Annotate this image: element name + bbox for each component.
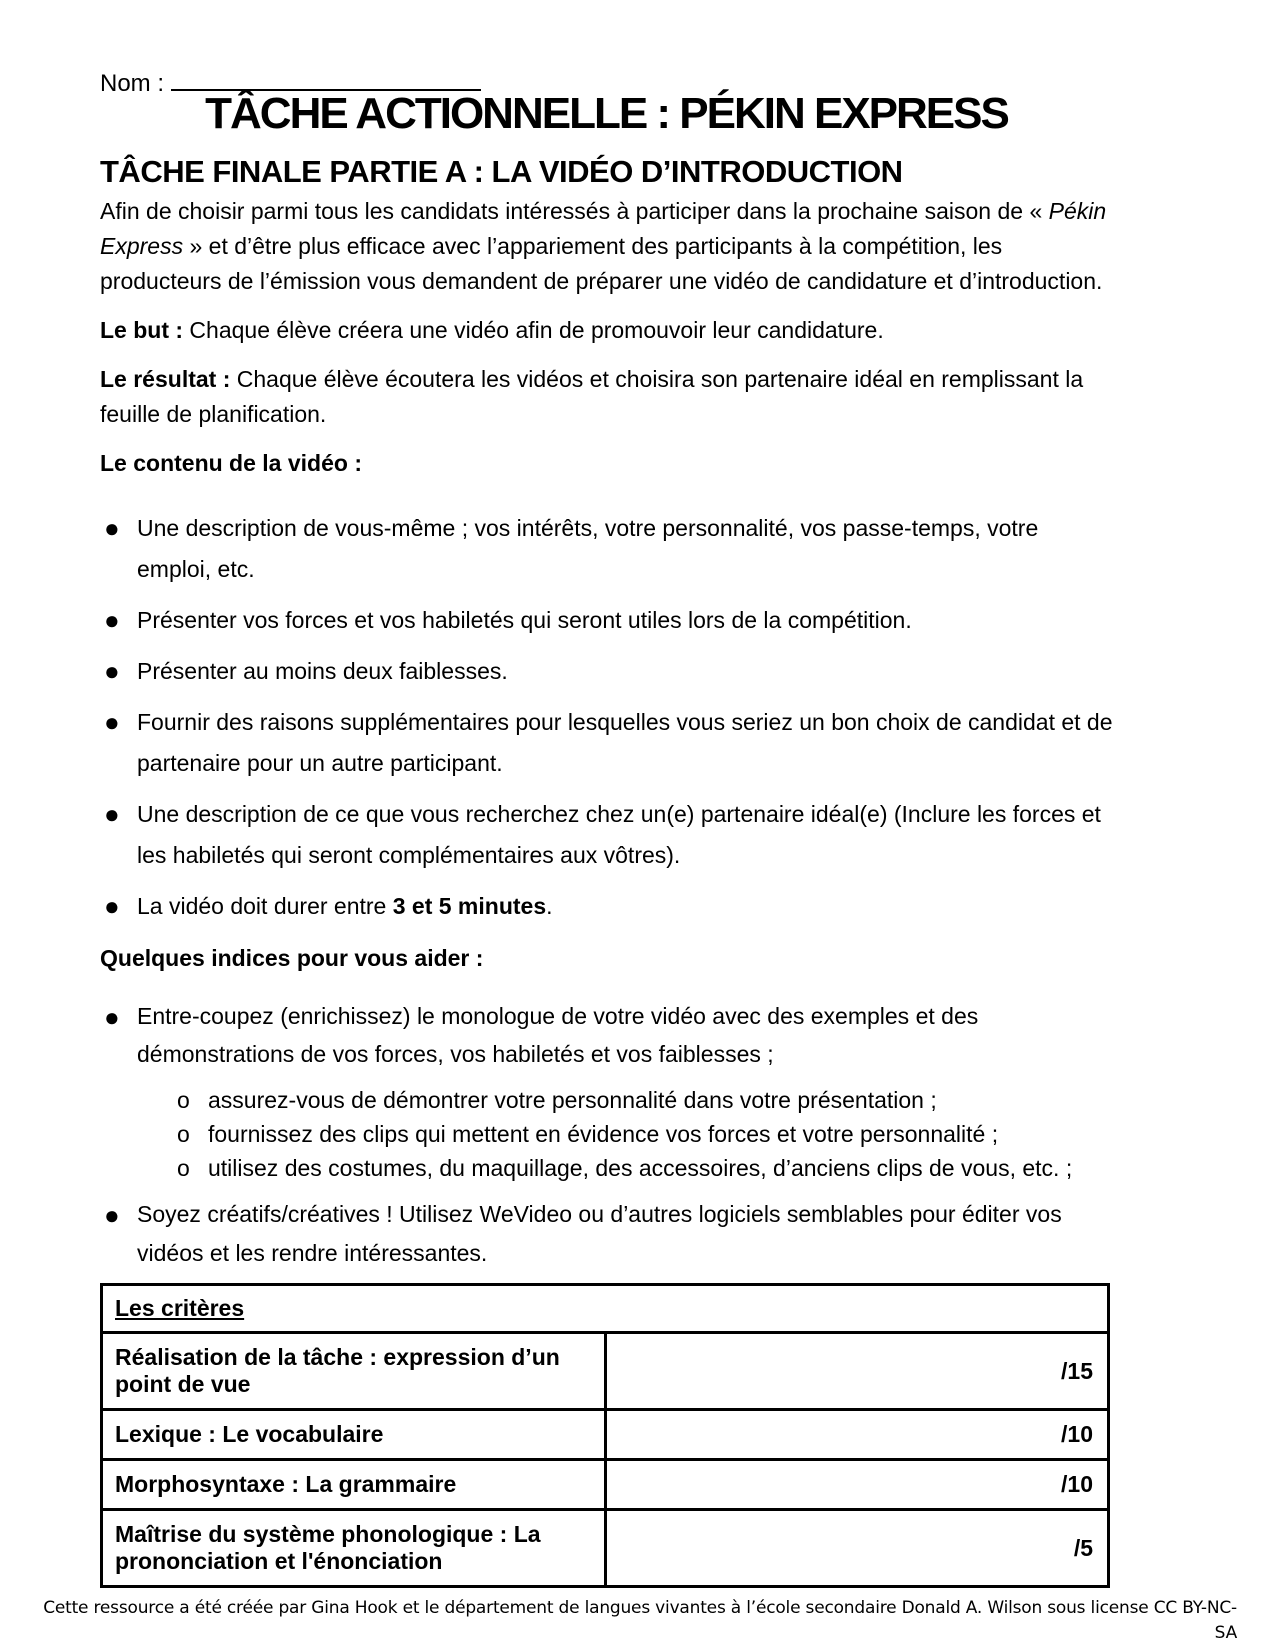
hints-heading: Quelques indices pour vous aider : xyxy=(100,945,484,971)
sub-list-item-text: utilisez des costumes, du maquillage, des accessoires, d’anciens clips de vous, etc. ; xyxy=(208,1155,1073,1181)
criterion-label: Maîtrise du système phonologique : La prononciation et l'énonciation xyxy=(102,1510,606,1587)
duration-before: La vidéo doit durer entre xyxy=(137,893,393,919)
license-footer xyxy=(40,1596,1237,1646)
table-row xyxy=(102,1460,1109,1510)
duration-after: . xyxy=(546,893,553,919)
result-paragraph xyxy=(100,362,1113,432)
bullet-icon: ● xyxy=(104,605,120,635)
sub-list-item-text: assurez-vous de démontrer votre personnalité dans votre présentation ; xyxy=(208,1087,937,1113)
sub-bullet-icon: o xyxy=(177,1121,190,1147)
hints-sub-list xyxy=(175,1083,1113,1185)
sub-list-item xyxy=(175,1151,1113,1185)
table-row xyxy=(102,1410,1109,1460)
criteria-header-row xyxy=(102,1285,1109,1333)
name-blank-line xyxy=(171,69,481,91)
list-item xyxy=(100,702,1113,784)
list-item xyxy=(100,997,1113,1073)
sub-bullet-icon: o xyxy=(177,1155,190,1181)
table-row xyxy=(102,1510,1109,1587)
bullet-icon: ● xyxy=(104,656,120,686)
list-item-text: Présenter vos forces et vos habiletés qui seront utiles lors de la compétition. xyxy=(137,607,912,633)
list-item xyxy=(100,651,1113,692)
intro-paragraph xyxy=(100,194,1113,299)
list-item-text: Une description de vous-même ; vos intérêts, votre personnalité, vos passe-temps, votre emploi, etc. xyxy=(137,515,1039,582)
result-text: Chaque élève écoutera les vidéos et choisira son partenaire idéal en remplissant la feuille de planification. xyxy=(100,366,1084,427)
name-label: Nom : xyxy=(100,70,165,97)
criterion-label: Réalisation de la tâche : expression d’un point de vue xyxy=(102,1333,606,1410)
sub-list-item xyxy=(175,1117,1113,1151)
intro-text-before: Afin de choisir parmi tous les candidats intéressés à participer dans la prochaine saison de « xyxy=(100,198,1049,224)
goal-paragraph xyxy=(100,313,1113,348)
list-item-text xyxy=(137,886,1113,927)
page-title: TÂCHE ACTIONNELLE : PÉKIN EXPRESS xyxy=(205,89,1008,138)
intro-text-after: » et d’être plus efficace avec l’appariement des participants à la compétition, les producteurs de l’émission vous demandent de préparer une vidéo de candidature et d’introduction. xyxy=(100,233,1103,294)
license-footer-line2: SA xyxy=(1214,1623,1237,1643)
criterion-score: /10 xyxy=(605,1460,1109,1510)
list-item xyxy=(100,508,1113,590)
list-item-text: Présenter au moins deux faiblesses. xyxy=(137,658,508,684)
list-item-text: Entre-coupez (enrichissez) le monologue de votre vidéo avec des exemples et des démonstrations de vos forces, vos habiletés et vos faiblesses ; xyxy=(137,1003,979,1067)
sub-list-item-text: fournissez des clips qui mettent en évidence vos forces et votre personnalité ; xyxy=(208,1121,999,1147)
criteria-header-cell xyxy=(102,1285,1109,1333)
criterion-label: Morphosyntaxe : La grammaire xyxy=(102,1460,606,1510)
section-a-heading: TÂCHE FINALE PARTIE A : LA VIDÉO D’INTRODUCTION xyxy=(100,154,903,189)
criterion-score: /15 xyxy=(605,1333,1109,1410)
bullet-icon: ● xyxy=(104,1200,120,1230)
criteria-table xyxy=(100,1283,1110,1588)
list-item xyxy=(100,600,1113,641)
list-item xyxy=(100,1195,1113,1273)
list-item-text: Soyez créatifs/créatives ! Utilisez WeVideo ou d’autres logiciels semblables pour éditer vos vidéos et les rendre intéressantes. xyxy=(137,1201,1062,1266)
table-row xyxy=(102,1333,1109,1410)
criteria-header-text: Les critères xyxy=(115,1295,245,1321)
goal-text: Chaque élève créera une vidéo afin de promouvoir leur candidature. xyxy=(183,317,884,343)
sub-bullet-icon: o xyxy=(177,1087,190,1113)
bullet-icon: ● xyxy=(104,707,120,737)
show-name-italic: Pékin Express xyxy=(100,198,1107,259)
sub-list-item xyxy=(175,1083,1113,1117)
content-bullet-list xyxy=(100,508,1113,927)
criterion-label: Lexique : Le vocabulaire xyxy=(102,1410,606,1460)
duration-bold: 3 et 5 minutes xyxy=(392,893,547,919)
result-label: Le résultat : xyxy=(100,366,231,392)
list-item-text: Une description de ce que vous recherchez chez un(e) partenaire idéal(e) (Inclure les forces et les habiletés qui seront complémentaires aux vôtres). xyxy=(137,801,1101,868)
content-heading: Le contenu de la vidéo : xyxy=(100,450,362,476)
bullet-icon: ● xyxy=(104,799,120,829)
list-item-text: Fournir des raisons supplémentaires pour lesquelles vous seriez un bon choix de candidat et de partenaire pour un autre participant. xyxy=(137,709,1113,776)
goal-label: Le but : xyxy=(100,317,184,343)
criterion-score: /10 xyxy=(605,1410,1109,1460)
bullet-icon: ● xyxy=(104,1002,120,1032)
license-footer-line1: Cette ressource a été créée par Gina Hook et le département de langues vivantes à l’école secondaire Donald A. Wilson sous license CC BY-NC- xyxy=(43,1598,1237,1618)
bullet-icon: ● xyxy=(104,891,120,921)
bullet-icon: ● xyxy=(104,513,120,543)
list-item xyxy=(100,794,1113,876)
hints-bullet-list xyxy=(100,997,1113,1273)
list-item-duration xyxy=(100,886,1113,927)
criterion-score: /5 xyxy=(605,1510,1109,1587)
